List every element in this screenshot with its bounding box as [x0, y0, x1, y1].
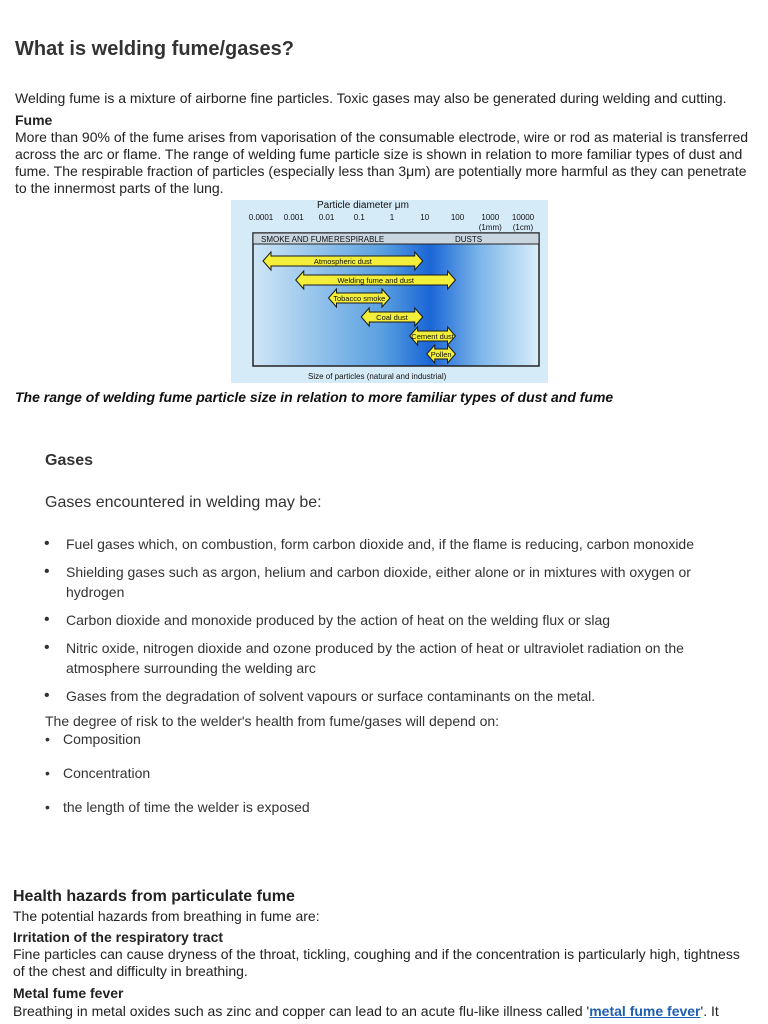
- list-item: • Fuel gases which, on combustion, form carbon dioxide and, if the flame is reducing, carbon monoxide: [44, 535, 695, 552]
- tick-label: 1: [389, 213, 395, 222]
- list-item: • Concentration: [45, 765, 151, 781]
- particle-size-figure: [231, 200, 548, 383]
- hazards-heading: Health hazards from particulate fume: [13, 888, 295, 905]
- particle-size-chart: [231, 200, 548, 383]
- range-arrow-label: Tobacco smoke: [333, 294, 386, 303]
- figure-caption: The range of welding fume particle size in relation to more familiar types of dust and fume: [15, 389, 614, 405]
- hazards-intro: The potential hazards from breathing in fume are:: [13, 908, 320, 924]
- metal-fume-fever-heading: Metal fume fever: [13, 985, 124, 1001]
- fume-heading: Fume: [15, 112, 53, 128]
- figure-title: Particle diameter μm: [317, 200, 409, 211]
- bullet-icon: •: [44, 639, 50, 656]
- band-label-respirable: RESPIRABLE: [334, 235, 385, 244]
- fume-body: More than 90% of the fume arises from vaporisation of the consumable electrode, wire or rod as material is transferred across the arc or flame. The range of welding fume particle size is shown in relation to more familiar types of dust and fume. The respirable fraction of particles (especially less than 3μm) are potentially more harmful as they can penetrate to the innermost parts of the lung.: [15, 129, 749, 196]
- bullet-icon: •: [45, 799, 50, 815]
- metal-fume-fever-link[interactable]: metal fume fever: [589, 1003, 701, 1019]
- range-arrow-label: Welding fume and dust: [337, 276, 414, 285]
- list-item: • Shielding gases such as argon, helium and carbon dioxide, either alone or in mixtures with oxygen or hydrogen: [44, 563, 691, 600]
- gases-intro: Gases encountered in welding may be:: [45, 494, 322, 511]
- bullet-icon: •: [45, 731, 50, 747]
- bullet-icon: •: [44, 611, 50, 628]
- bullet-icon: •: [44, 687, 50, 704]
- tick-label: 0.0001: [248, 213, 274, 222]
- intro-text: Welding fume is a mixture of airborne fine particles. Toxic gases may also be generated during welding and cutting.: [15, 90, 727, 106]
- tick-label: 100: [450, 213, 465, 222]
- irritation-heading: Irritation of the respiratory tract: [13, 929, 224, 945]
- irritation-body: Fine particles can cause dryness of the throat, tickling, coughing and if the concentration is particularly high, tightness of the chest and difficulty in breathing.: [13, 946, 740, 979]
- tick-label: 10000: [511, 213, 535, 222]
- tick-sublabel: (1mm): [478, 223, 502, 232]
- list-item: • the length of time the welder is exposed: [45, 799, 310, 815]
- list-item: • Carbon dioxide and monoxide produced by the action of heat on the welding flux or slag: [44, 611, 611, 628]
- list-item: • Composition: [45, 731, 141, 747]
- range-arrow-label: Coal dust: [376, 313, 408, 322]
- gases-heading: Gases: [45, 452, 94, 469]
- list-item: • Gases from the degradation of solvent vapours or surface contaminants on the metal.: [44, 687, 596, 704]
- bullet-icon: •: [44, 535, 50, 552]
- tick-label: 0.001: [283, 213, 304, 222]
- bullet-icon: •: [45, 765, 50, 781]
- band-label-smoke: SMOKE AND FUME: [261, 235, 334, 244]
- range-arrow-label: Atmospheric dust: [313, 257, 372, 266]
- metal-fume-fever-body: Breathing in metal oxides such as zinc and copper can lead to an acute flu-like illness called 'metal fume fever'. It: [13, 1003, 719, 1019]
- range-arrow-label: Cement dust: [411, 332, 454, 341]
- band-label-dusts: DUSTS: [455, 235, 483, 244]
- range-arrow-label: Pollen: [430, 350, 452, 359]
- tick-label: 0.1: [353, 213, 365, 222]
- tick-label: 0.01: [318, 213, 335, 222]
- list-item: • Nitric oxide, nitrogen dioxide and ozone produced by the action of heat or ultraviolet radiation on the atmosphere surrounding the welding arc: [44, 639, 684, 676]
- risk-intro: The degree of risk to the welder's health from fume/gases will depend on:: [45, 713, 500, 729]
- tick-label: 1000: [481, 213, 500, 222]
- tick-sublabel: (1cm): [512, 223, 534, 232]
- figure-bottom-label: Size of particles (natural and industrial): [308, 372, 447, 381]
- bullet-icon: •: [44, 563, 50, 580]
- page-title: What is welding fume/gases?: [15, 38, 294, 60]
- chart-frame: [253, 233, 539, 366]
- tick-label: 10: [420, 213, 430, 222]
